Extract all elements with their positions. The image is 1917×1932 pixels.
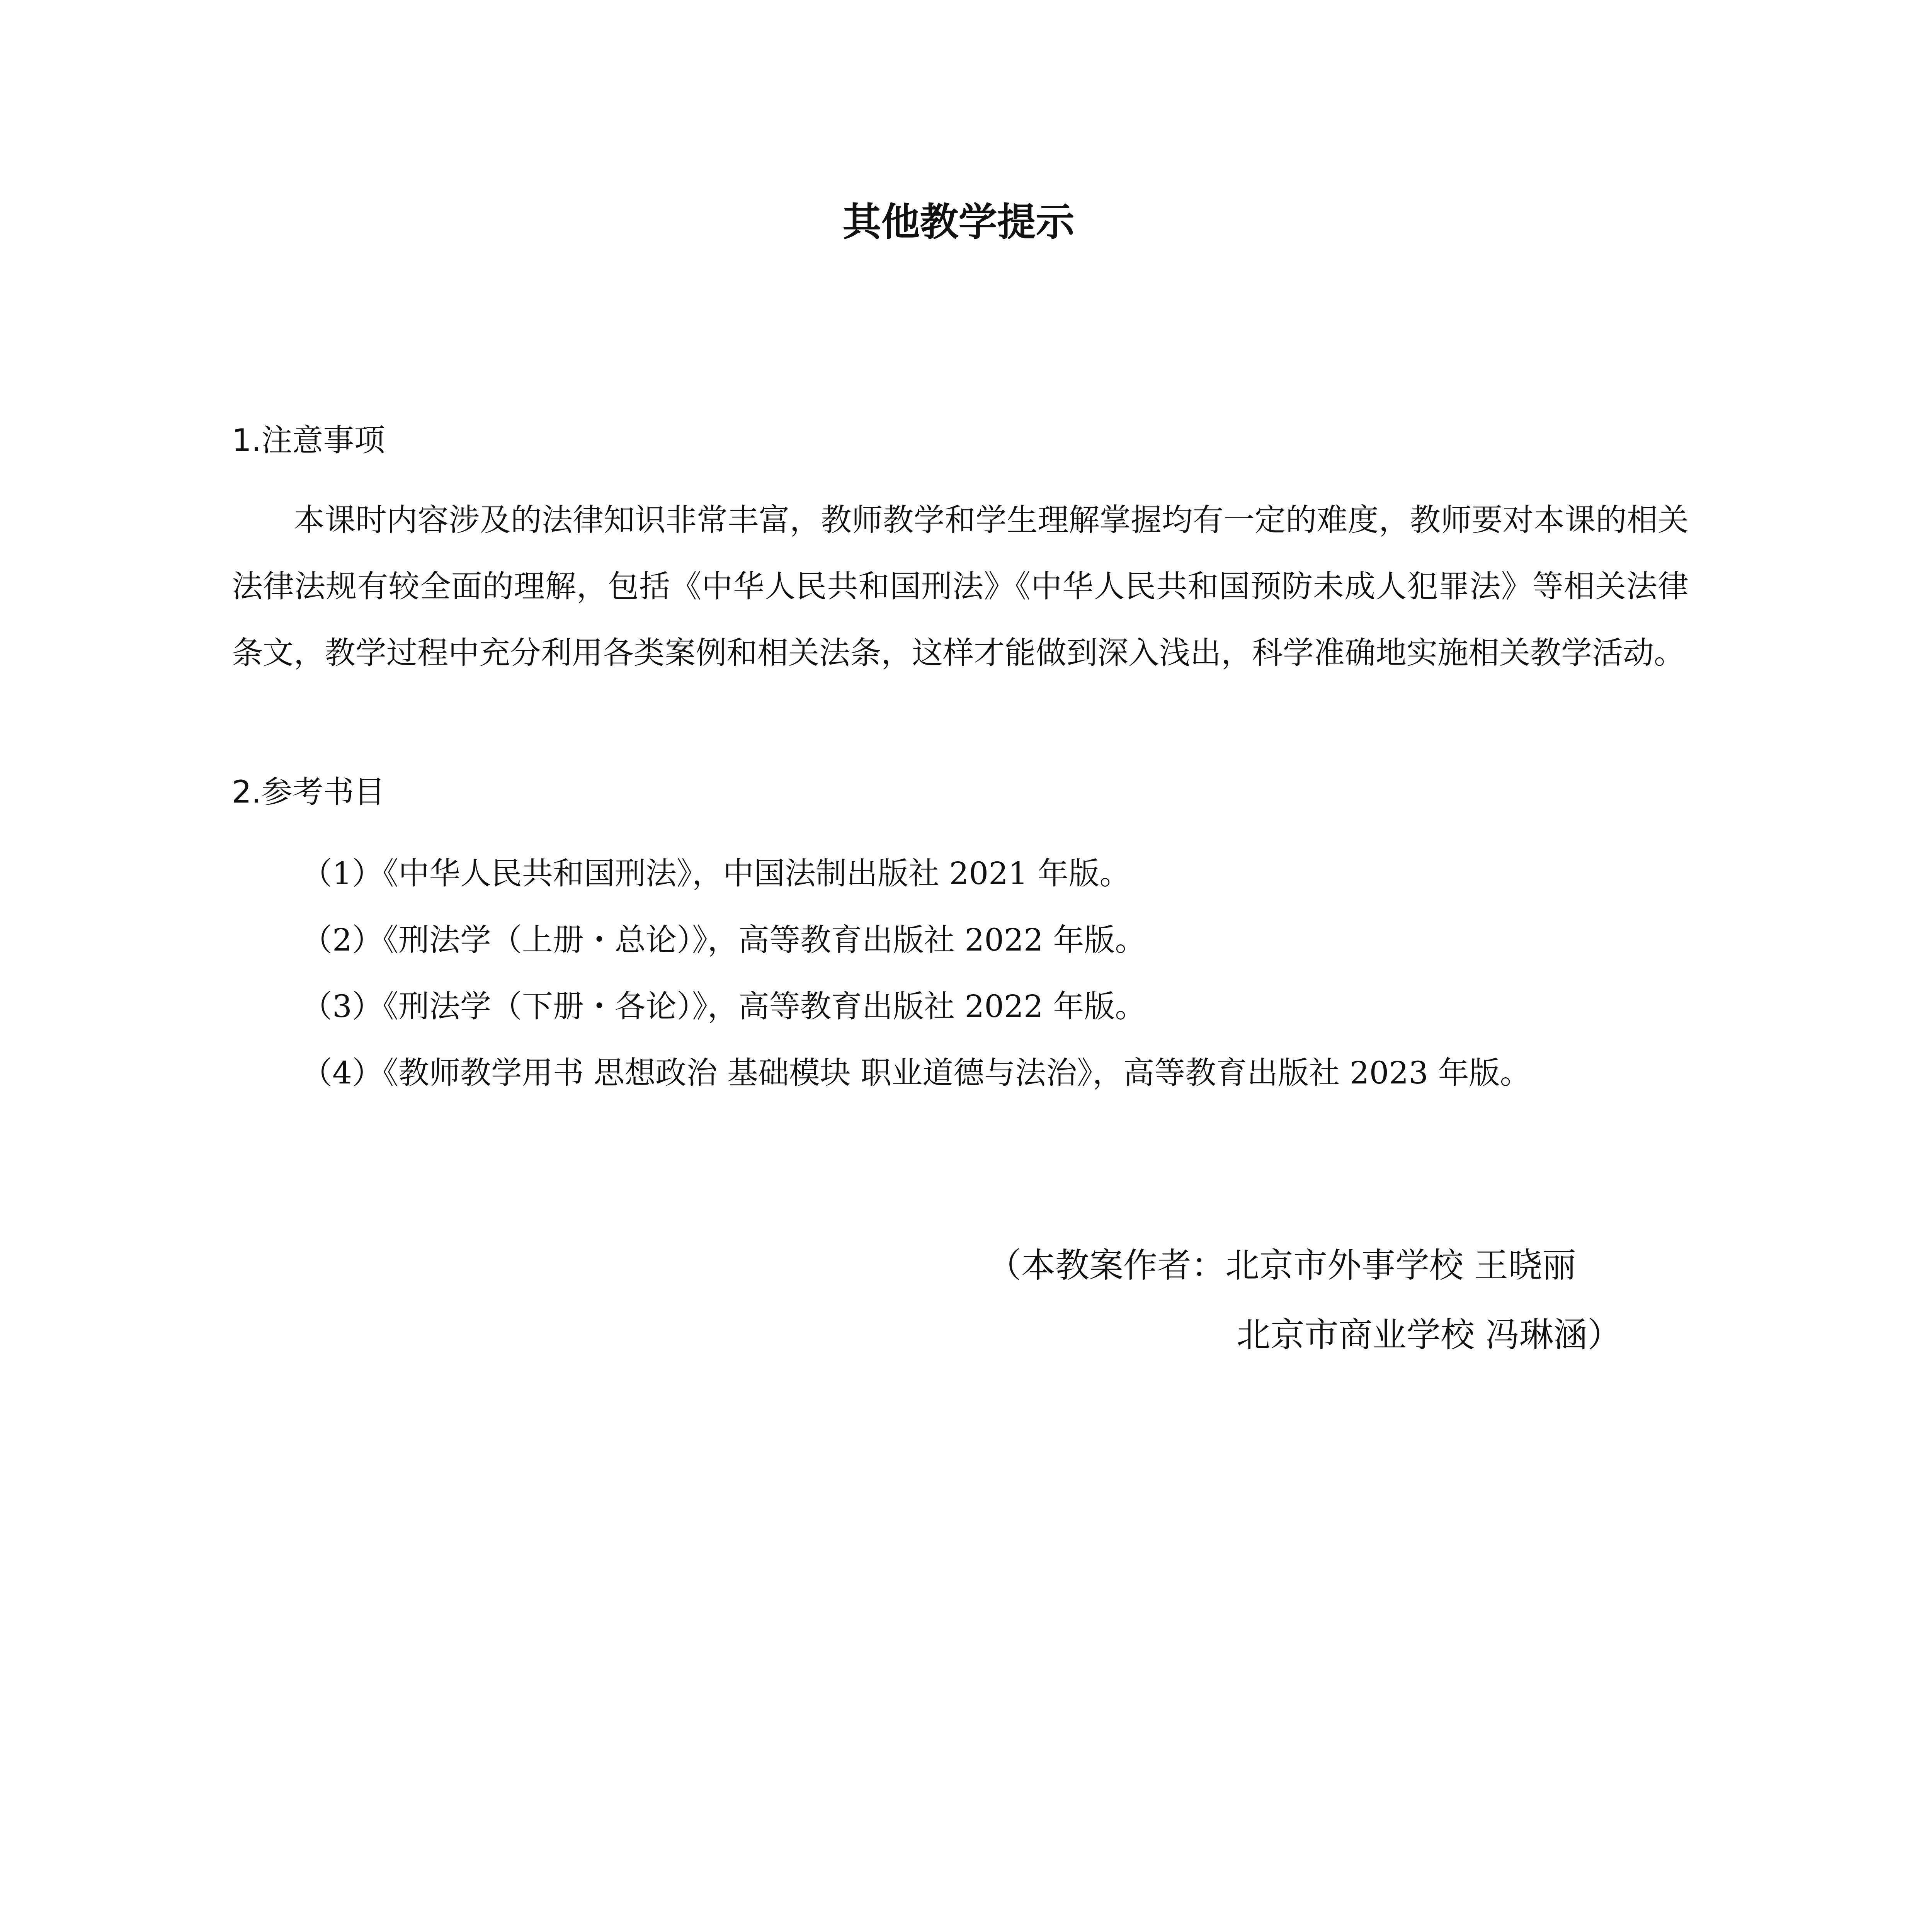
author-line-1: （本教案作者：北京市外事学校 王晓丽 — [987, 1245, 1576, 1285]
section-heading-notes: 1.注意事项 — [232, 422, 385, 458]
reference-item: （4）《教师教学用书 思想政治 基础模块 职业道德与法治》，高等教育出版社 2023 年版。 — [301, 1055, 1531, 1091]
page-title: 其他教学提示 — [842, 199, 1075, 245]
reference-item: （2）《刑法学（上册・总论）》，高等教育出版社 2022 年版。 — [301, 922, 1146, 958]
reference-item: （3）《刑法学（下册・各论）》，高等教育出版社 2022 年版。 — [301, 988, 1146, 1024]
section-heading-references: 2.参考书目 — [232, 774, 385, 810]
reference-item: （1）《中华人民共和国刑法》，中国法制出版社 2021 年版。 — [301, 855, 1131, 891]
reference-list — [301, 840, 1692, 1106]
author-line-2: 北京市商业学校 冯琳涵） — [1237, 1315, 1621, 1355]
notes-paragraph: 本课时内容涉及的法律知识非常丰富，教师教学和学生理解掌握均有一定的难度，教师要对本课的相关法律法规有较全面的理解，包括《中华人民共和国刑法》《中华人民共和国预防未成人犯罪法》等相关法律条文，教学过程中充分利用各类案例和相关法条，这样才能做到深入浅出，科学准确地实施相关教学活动。 — [232, 502, 1689, 671]
